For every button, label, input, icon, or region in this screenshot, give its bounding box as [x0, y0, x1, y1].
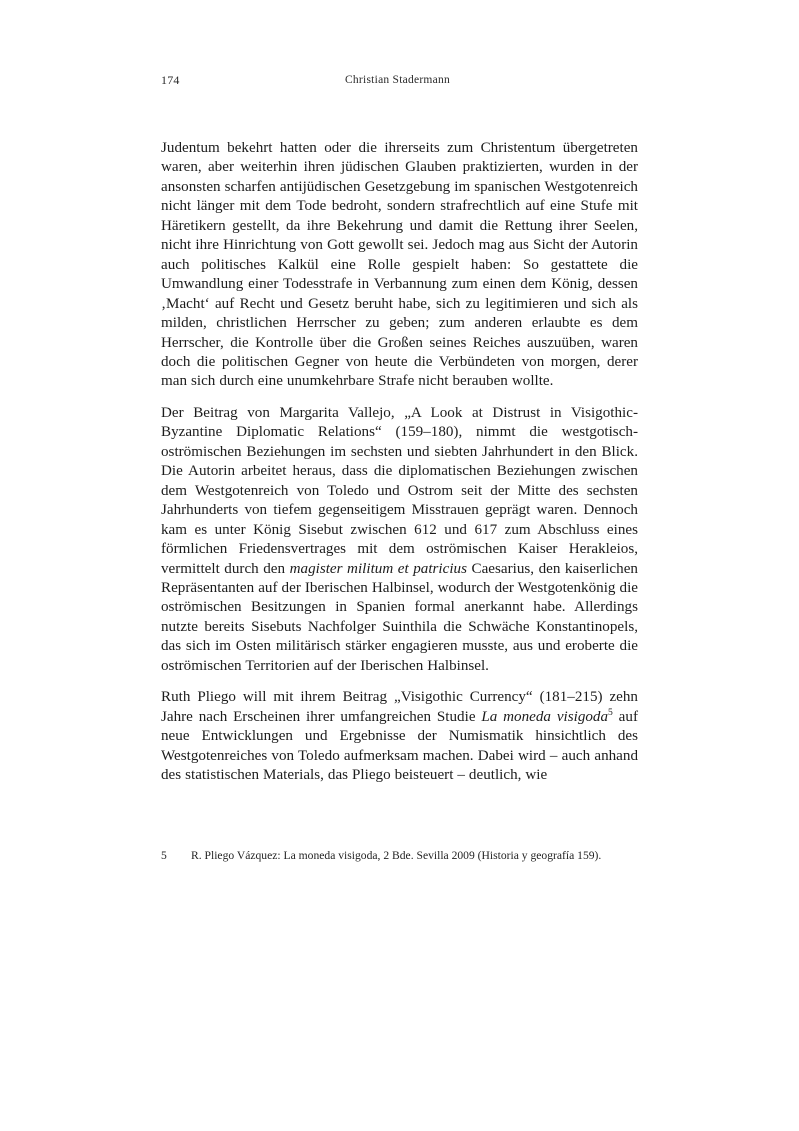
running-title: Christian Stadermann: [345, 74, 450, 86]
page-number: 174: [161, 73, 180, 87]
par3-segment-1: Ruth Pliego will mit ihrem Beitrag „Visigothic Currency“ (181–215) zehn Jahre nach Erscheinen ihrer umfangreichen Studie: [161, 689, 638, 725]
footnote-number: 5: [161, 849, 167, 862]
par2-segment-3: Caesarius, den kaiserlichen Repräsentanten auf der Iberischen Halbinsel, wodurch der Westgotenkönig die oströmischen Besitzungen in Spanien formal anerkannt habe. Allerdings nutzte bereits Sisebuts Nachfolger Suinthila die Schwäche Konstantinopels, das sich im Osten militärisch stärker engagieren musste, aus und eroberte die oströmischen Territorien auf der Iberischen Halbinsel.: [161, 560, 638, 674]
latin-phrase-magister-militum: magister militum et patricius: [289, 560, 467, 577]
par2-segment-1: Der Beitrag von Margarita Vallejo, „A Look at Distrust in Visigothic-Byzantine Diplomatic Relations“ (159–180), nimmt die westgotisch-oströmischen Beziehungen im sechsten und siebten Jahrhundert in den Blick. Die Autorin arbeitet heraus, dass die diplomatischen Beziehungen zwischen dem Westgotenreich von Toledo und Ostrom seit der Mitte des sechsten Jahrhunderts von tiefem gegenseitigem Misstrauen geprägt waren. Dennoch kam es unter König Sisebut zwischen 612 und 617 zum Abschluss eines förmlichen Friedensvertrages mit dem oströmischen Kaiser Herakleios, vermittelt durch den: [161, 404, 638, 577]
footnote-text: R. Pliego Vázquez: La moneda visigoda, 2 Bde. Sevilla 2009 (Historia y geografía 159).: [191, 849, 602, 862]
footnote-area: [161, 848, 638, 863]
footnote-reference-5[interactable]: 5: [608, 706, 613, 718]
paragraph-1: Judentum bekehrt hatten oder die ihrerseits zum Christentum übergetreten waren, aber weiterhin ihren jüdischen Glauben praktizierten, wurden in der ansonsten scharfen antijüdischen Gesetzgebung im spanischen Westgotenreich nicht länger mit dem Tode bedroht, sondern strafrechtlich auf eine Stufe mit Häretikern gestellt, da ihre Bekehrung und damit die Rettung ihrer Seelen, nicht ihre Hinrichtung von Gott gewollt sei. Jedoch mag aus Sicht der Autorin auch politisches Kalkül eine Rolle gespielt haben: So gestattete die Umwandlung einer Todesstrafe in Verbannung zum einen dem König, dessen ‚Macht‘ auf Recht und Gesetz beruht habe, sich zu legitimieren und sich als milden, christlichen Herrscher zu geben; zum anderen erlaubte es dem Herrscher, die Kontrolle über die Großen seines Reiches auszuüben, waren doch die politischen Gegner von heute die Verbündeten von morgen, derer man sich durch eine unumkehrbare Strafe nicht berauben wollte.: [161, 140, 638, 390]
body-text-block: [161, 139, 638, 786]
footnote-5: [161, 848, 638, 863]
paragraph-3: [161, 688, 638, 785]
page-header: [161, 72, 638, 88]
book-title-la-moneda-visigoda: La moneda visigoda: [481, 708, 609, 725]
par3-segment-3: auf neue Entwicklungen und Ergebnisse der Numismatik hinsichtlich des Westgotenreiches von Toledo aufmerksam machen. Dabei wird – auch anhand des statistischen Materials, das Pliego beisteuert – deutlich, wie: [161, 708, 638, 784]
paragraph-2: [161, 404, 638, 676]
